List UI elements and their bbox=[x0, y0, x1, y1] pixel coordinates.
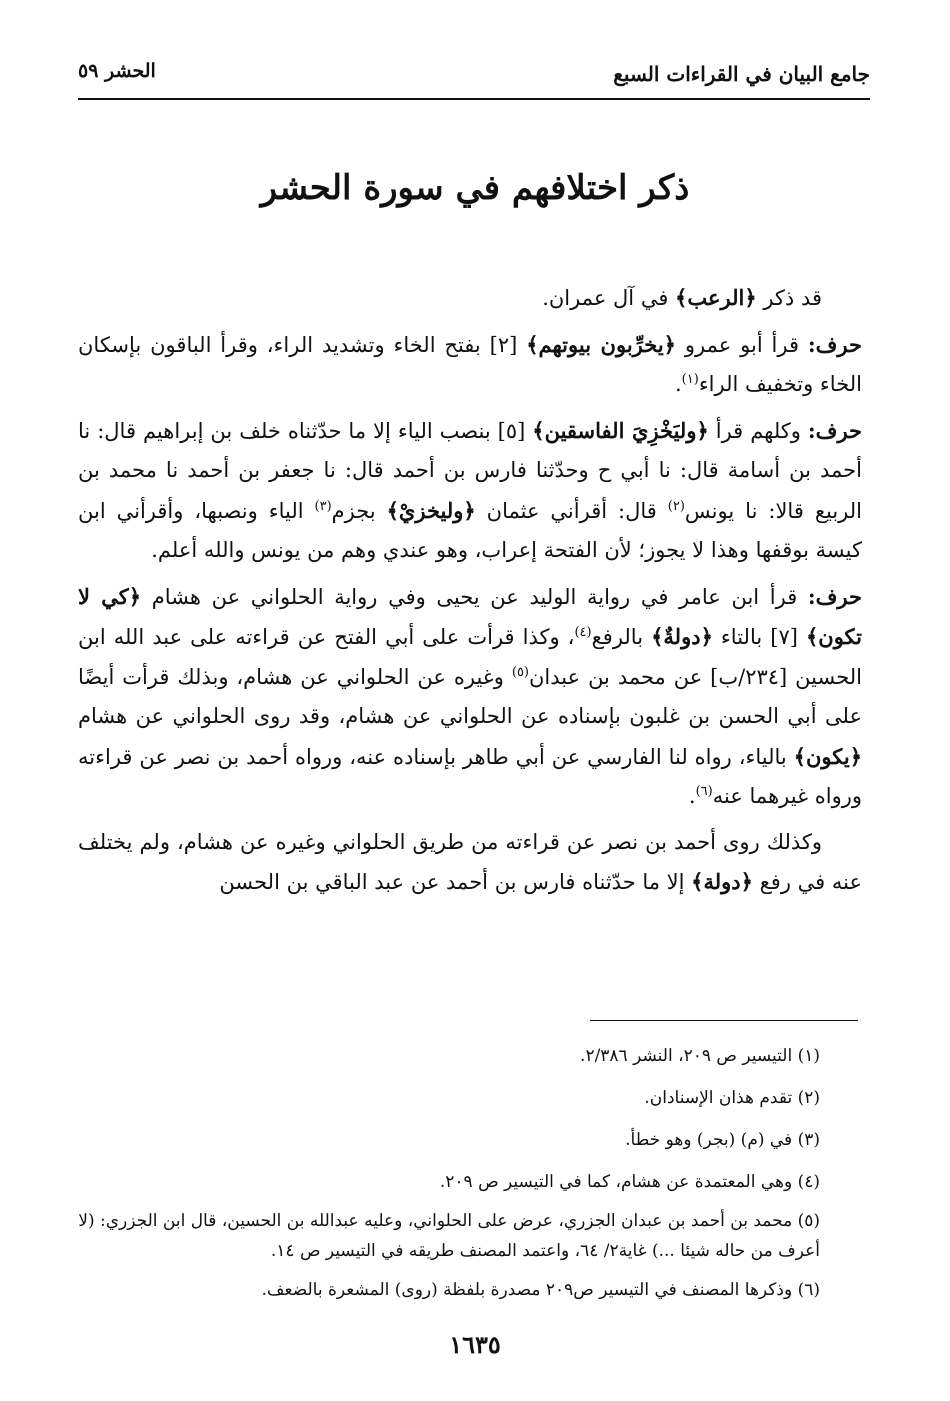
footnote-3: (٣) في (م) (بجر) وهو خطأ. bbox=[625, 1130, 820, 1150]
harf-label: حرف: bbox=[807, 417, 863, 443]
text-segment: [٧] بالتاء bbox=[712, 625, 806, 649]
text-segment: قال: أقرأني عثمان bbox=[475, 498, 668, 523]
footnote-5: (٥) محمد بن أحمد بن عبدان الجزري، عرض على الحلواني، وعليه عبدالله بن الحسين، قال ابن الجزري: (لا أعرف من حاله شيئا ...) غاية٢/ ٦٤، واعتمد المصنف طريقه في التيسير ص ١٤. bbox=[78, 1211, 820, 1261]
page-number: ١٦٣٥ bbox=[449, 1330, 501, 1359]
text-segment: بالرفع bbox=[591, 625, 652, 649]
chapter-title: ذكر اختلافهم في سورة الحشر bbox=[260, 168, 690, 208]
running-header bbox=[78, 58, 870, 100]
paragraph-5 bbox=[78, 823, 862, 903]
text-segment: [٥] بنصب الياء إلا ما حدّثناه خلف بن إبراهيم قال: نا أحمد بن أسامة قال: نا أبي ح وحدّثنا فارس بن أحمد قال: نا جعفر بن أحمد نا محمد بن الربيع قالا: نا يونس bbox=[78, 418, 862, 523]
text-segment: قد ذكر bbox=[756, 286, 822, 310]
text-segment: إلا ما حدّثناه فارس بن أحمد عن عبد الباقي بن الحسن bbox=[219, 870, 692, 894]
text-segment: ، وكذا قرأت على أبي الفتح عن قراءته على عبد الله ابن الحسين [٢٣٤/ب] عن محمد بن عبدان bbox=[78, 625, 863, 689]
quran-word: ﴿كي لا تكون﴾ bbox=[78, 583, 862, 649]
quran-word: ﴿يكون﴾ bbox=[793, 743, 862, 769]
main-text bbox=[78, 278, 862, 909]
book-title: جامع البيان في القراءات السبع bbox=[613, 62, 870, 86]
text-segment: في آل عمران. bbox=[542, 286, 676, 310]
quran-word: ﴿وليَخْزِيَ الفاسقين﴾ bbox=[532, 417, 709, 443]
text-segment: وكذلك روى أحمد بن نصر عن قراءته من طريق الحلواني وغيره عن هشام، ولم يختلف عنه في رفع bbox=[78, 829, 862, 894]
footnote-ref: (٥) bbox=[511, 664, 529, 680]
text-segment: . bbox=[674, 372, 682, 396]
footnote-ref: (٦) bbox=[695, 784, 713, 799]
text-segment: بالياء، رواه لنا الفارسي عن أبي طاهر بإسناده عنه، ورواه أحمد بن نصر عن قراءته ورواه غيرهما عنه bbox=[78, 744, 862, 808]
text-segment: وكلهم قرأ bbox=[708, 418, 808, 443]
harf-label: حرف: bbox=[807, 583, 862, 609]
quran-word: ﴿يخرِّبون بيوتهم﴾ bbox=[526, 331, 676, 357]
footnote-ref: (٤) bbox=[574, 625, 592, 640]
harf-label: حرف: bbox=[807, 331, 862, 357]
text-segment: قرأ أبو عمرو bbox=[675, 332, 808, 357]
footnote-6: (٦) وذكرها المصنف في التيسير ص٢٠٩ مصدرة بلفظة (روى) المشعرة بالضعف. bbox=[261, 1280, 820, 1300]
text-segment: . bbox=[688, 784, 696, 808]
paragraph-4 bbox=[78, 577, 862, 817]
quran-word: ﴿دولة﴾ bbox=[691, 869, 753, 894]
text-segment: بجزم bbox=[331, 498, 387, 523]
paragraph-2 bbox=[78, 325, 862, 405]
footnote-4: (٤) وهي المعتمدة عن هشام، كما في التيسير ص ٢٠٩. bbox=[439, 1172, 820, 1192]
text-segment: قرأ ابن عامر في رواية الوليد عن يحيى وفي رواية الحلواني عن هشام bbox=[141, 584, 808, 609]
footnote-1: (١) التيسير ص ٢٠٩، النشر ٢/٣٨٦. bbox=[580, 1046, 820, 1066]
quran-word: ﴿دولةٌ﴾ bbox=[651, 624, 713, 649]
footnote-ref: (٣) bbox=[314, 498, 332, 514]
footnote-2: (٢) تقدم هذان الإسنادان. bbox=[644, 1088, 820, 1108]
footnote-divider bbox=[590, 1020, 858, 1021]
text-segment: [٢] بفتح الخاء وتشديد الراء، وقرأ الباقون بإسكان الخاء وتخفيف الراء bbox=[78, 332, 862, 396]
text-segment: الياء ونصبها، وأقرأني ابن كيسة بوقفها وهذا لا يجوز؛ لأن الفتحة إعراب، وهو عندي وهم من يونس والله أعلم. bbox=[78, 498, 862, 562]
paragraph-3 bbox=[78, 411, 862, 571]
footnote-ref: (٢) bbox=[667, 498, 685, 514]
quran-word: ﴿الرعب﴾ bbox=[675, 285, 757, 310]
surah-page-label: الحشر ٥٩ bbox=[78, 60, 156, 82]
text-segment: وغيره عن الحلواني عن هشام، وبذلك قرأت أيضًا على أبي الحسن بن غلبون بإسناده عن الحلواني عن هشام، وقد روى الحلواني عن هشام bbox=[78, 664, 862, 728]
footnote-ref: (١) bbox=[681, 372, 699, 387]
footnotes bbox=[72, 1038, 820, 1314]
quran-word: ﴿وليخزيْ﴾ bbox=[386, 497, 476, 523]
paragraph-1 bbox=[78, 278, 862, 319]
